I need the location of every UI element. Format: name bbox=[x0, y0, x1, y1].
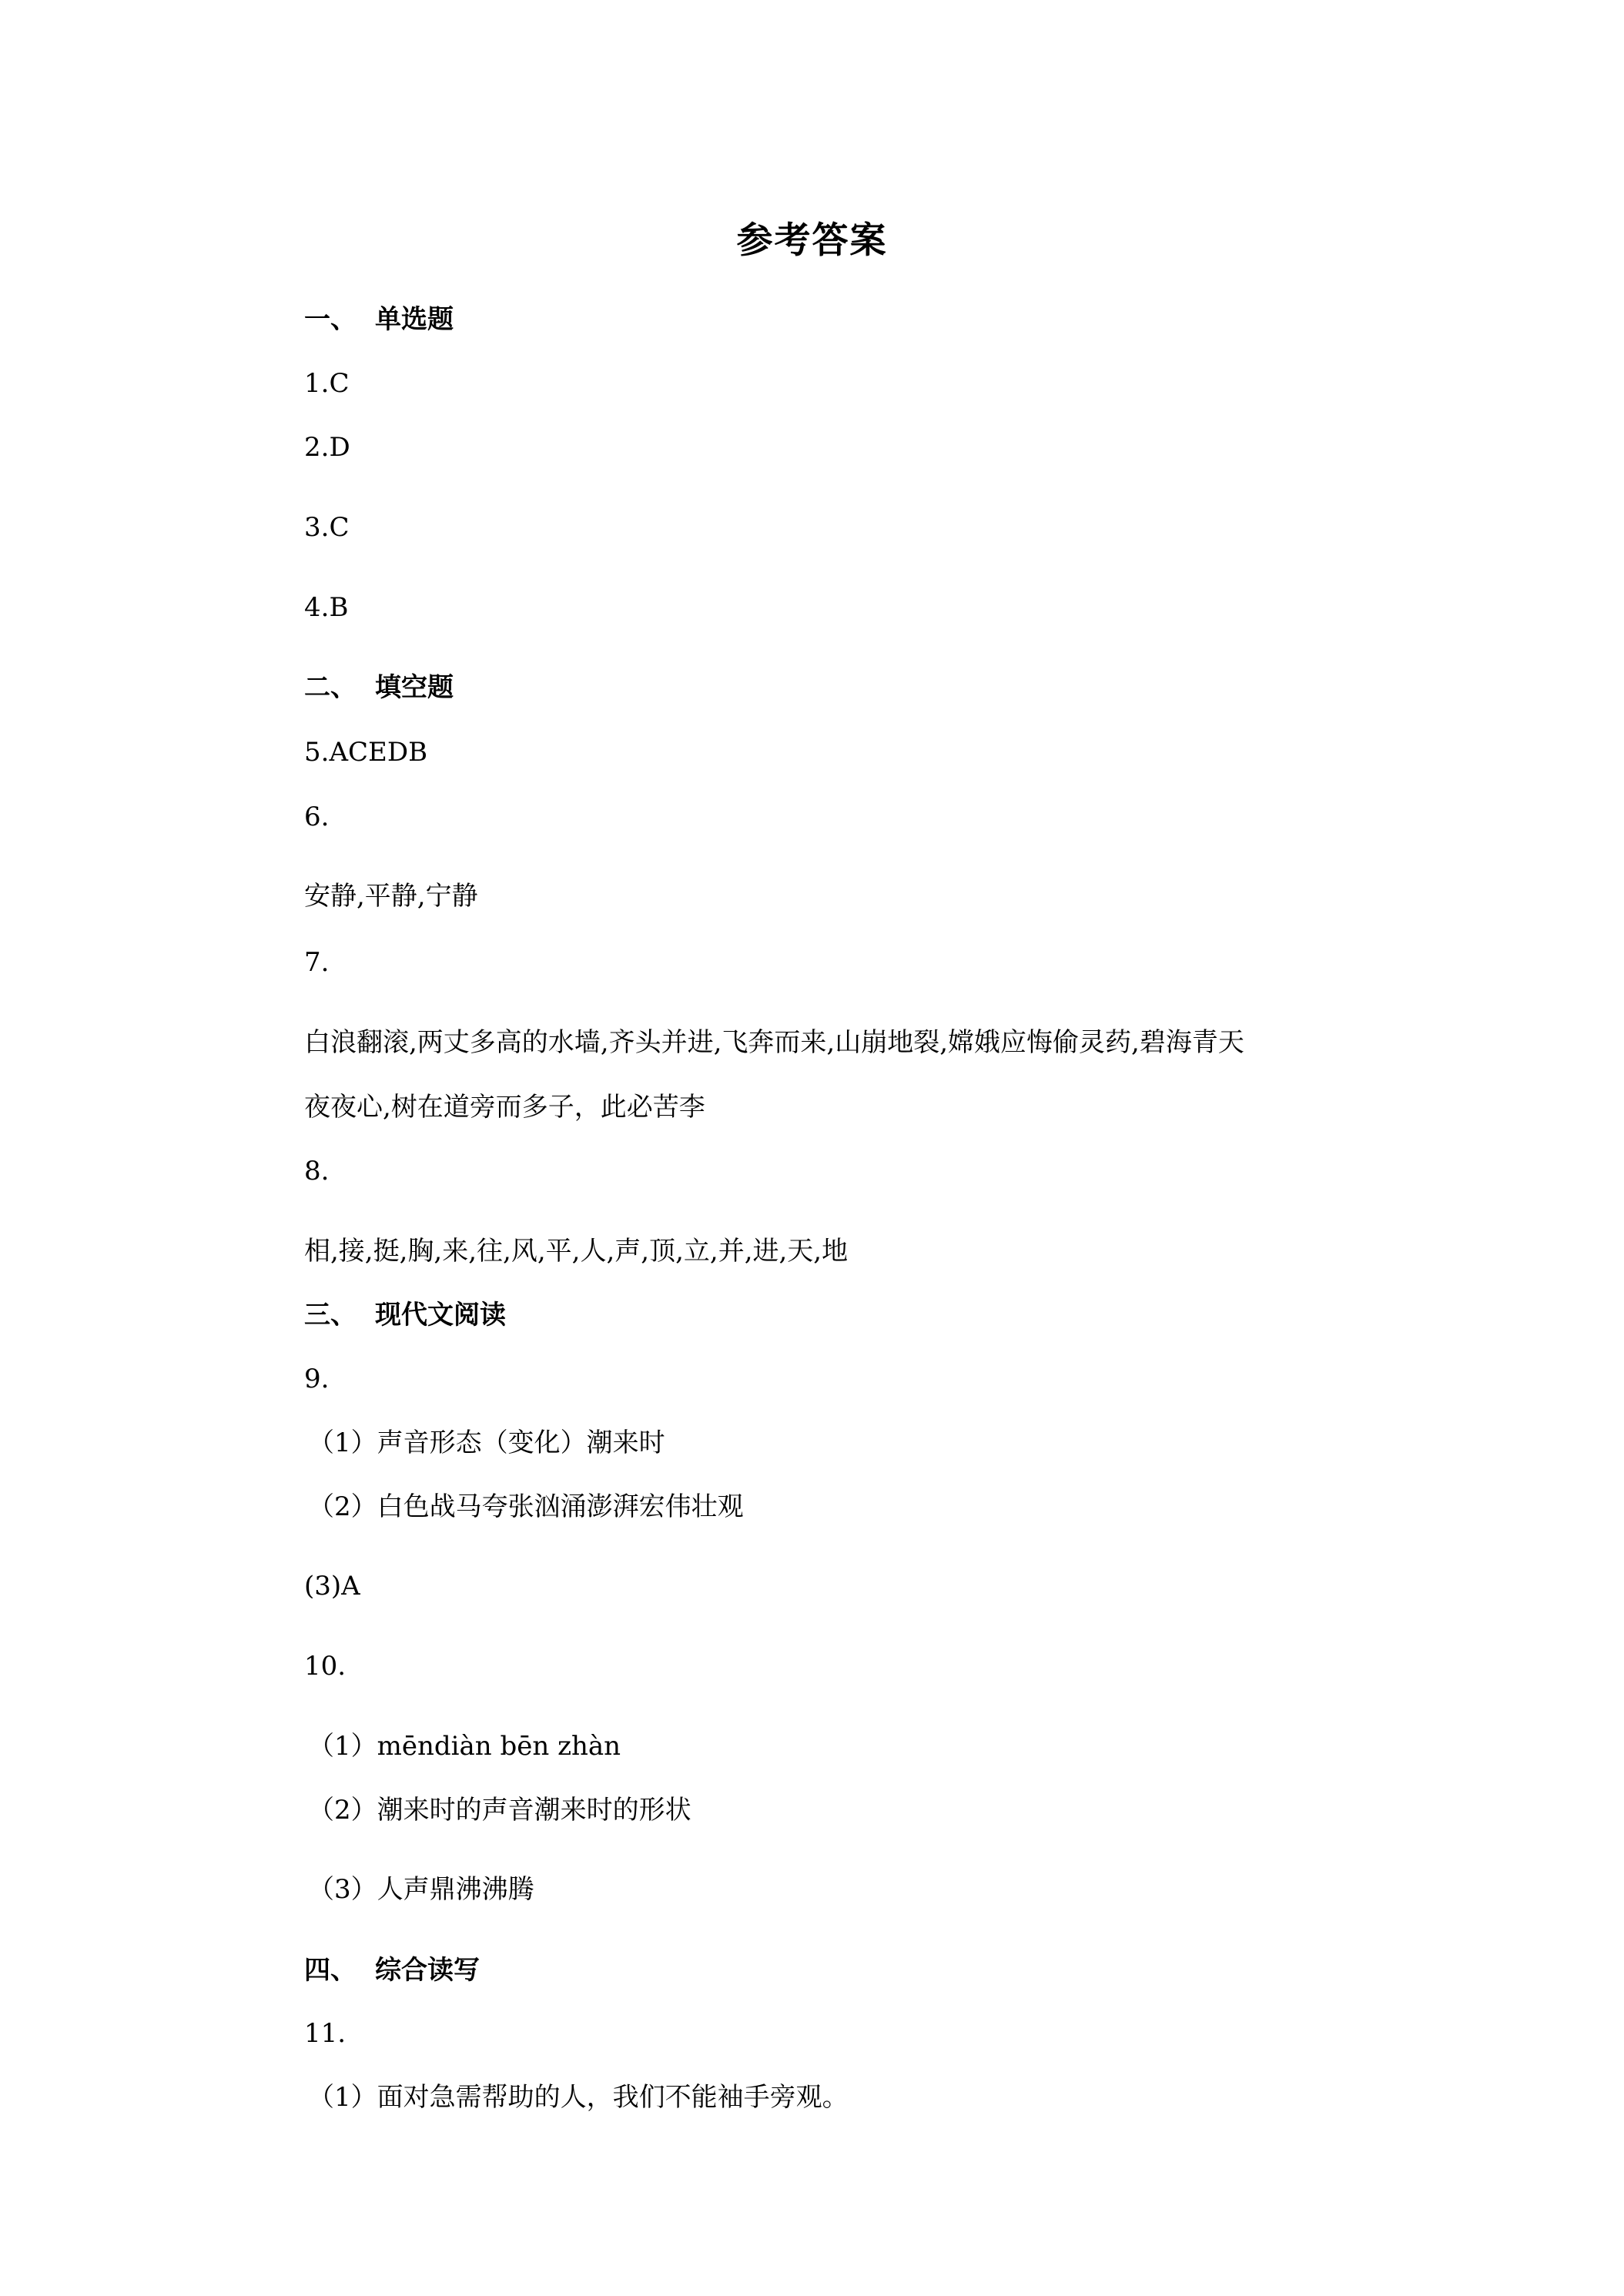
section-heading-modern-reading bbox=[304, 1297, 506, 1334]
answer-q7-line-1: 白浪翻滚,两丈多高的水墙,齐头并进,飞奔而来,山崩地裂,嫦娥应悔偷灵药,碧海青天 bbox=[304, 1027, 1244, 1058]
question-number-6: 6. bbox=[304, 802, 330, 832]
answer-q9-part-2: （2）白色战马夸张汹涌澎湃宏伟壮观 bbox=[308, 1491, 744, 1522]
answer-q5: 5.ACEDB bbox=[304, 737, 428, 768]
question-number-10: 10. bbox=[304, 1651, 347, 1682]
section-name: 单选题 bbox=[375, 304, 454, 335]
answer-q9-part-1: （1）声音形态（变化）潮来时 bbox=[308, 1427, 665, 1458]
question-number-11: 11. bbox=[304, 2018, 347, 2049]
question-number-7: 7. bbox=[304, 947, 330, 978]
page-title: 参考答案 bbox=[736, 219, 888, 262]
section-heading-fill-blank bbox=[304, 669, 454, 706]
section-name: 现代文阅读 bbox=[375, 1300, 506, 1330]
answer-q8: 相,接,挺,胸,来,往,风,平,人,声,顶,立,并,进,天,地 bbox=[304, 1236, 849, 1267]
answer-q1: 1.C bbox=[304, 368, 350, 399]
answer-q3: 3.C bbox=[304, 512, 350, 543]
answer-q7-line-2: 夜夜心,树在道旁而多子，此必苦李 bbox=[304, 1092, 705, 1123]
question-number-9: 9. bbox=[304, 1364, 330, 1394]
section-number: 二、 bbox=[304, 672, 357, 703]
answer-q2: 2.D bbox=[304, 432, 350, 463]
section-number: 四、 bbox=[304, 1955, 357, 1986]
answer-q10-part-2: （2）潮来时的声音潮来时的形状 bbox=[308, 1795, 691, 1826]
answer-q10-part-1: （1）mēndiàn bēn zhàn bbox=[308, 1731, 621, 1762]
section-name: 综合读写 bbox=[375, 1955, 480, 1986]
answer-q11-part-1: （1）面对急需帮助的人，我们不能袖手旁观。 bbox=[308, 2082, 849, 2113]
answer-q10-part-3: （3）人声鼎沸沸腾 bbox=[308, 1874, 534, 1905]
answer-q6: 安静,平静,宁静 bbox=[304, 881, 478, 912]
section-number: 一、 bbox=[304, 304, 357, 335]
question-number-8: 8. bbox=[304, 1156, 330, 1186]
answer-q4: 4.B bbox=[304, 592, 349, 623]
section-name: 填空题 bbox=[375, 672, 454, 703]
section-number: 三、 bbox=[304, 1300, 357, 1330]
answer-q9-part-3: (3)A bbox=[304, 1571, 360, 1602]
section-heading-single-choice bbox=[304, 301, 454, 338]
section-heading-integrated-writing bbox=[304, 1952, 480, 1989]
